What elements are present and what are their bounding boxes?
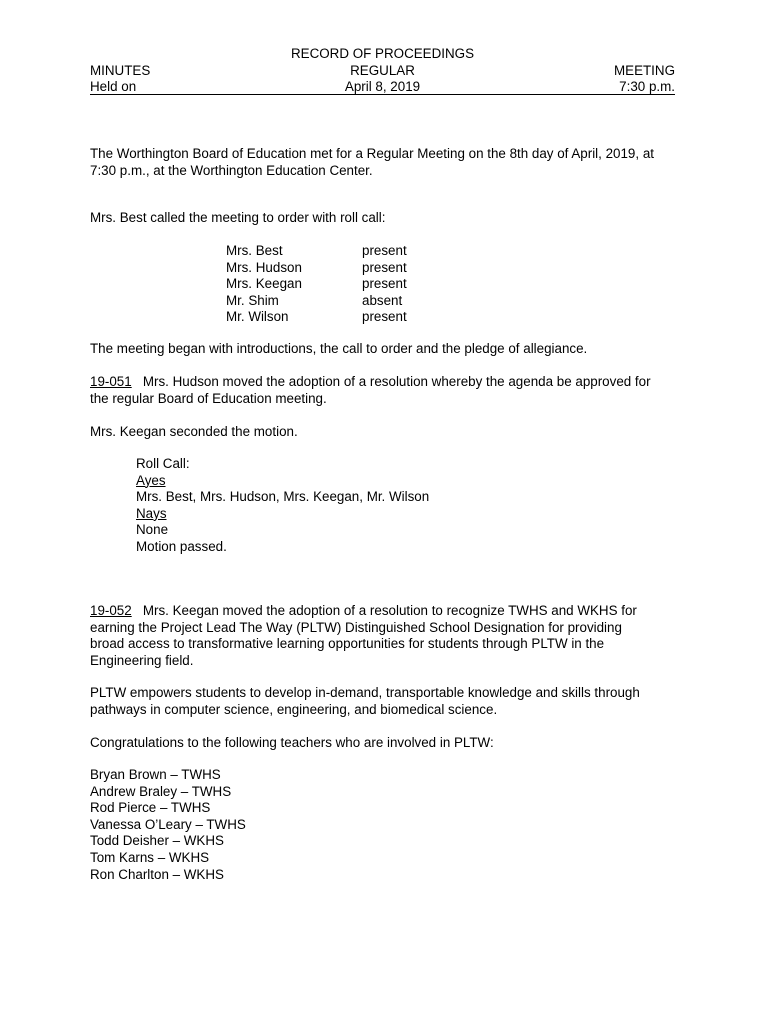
vote-ayes-label: Ayes [136,472,166,488]
resolution-19-051 [90,374,680,407]
vote-result: Motion passed. [136,538,227,554]
member-name: Mrs. Hudson [226,259,302,275]
resolution-051-vote [136,456,726,556]
header-left [90,63,150,96]
proceedings-header [90,46,675,96]
member-name: Mrs. Keegan [226,276,302,292]
congratulations-text: Congratulations to the following teachers who are involved in PLTW: [90,735,494,750]
opening-paragraph [90,341,680,358]
header-time: 7:30 p.m. [619,79,675,95]
list-item: Todd Deisher – WKHS [90,833,224,849]
list-item: Rod Pierce – TWHS [90,800,211,816]
list-item: Andrew Braley – TWHS [90,783,232,799]
intro-line-2: 7:30 p.m., at the Worthington Education Center. [90,162,373,178]
intro-line-1: The Worthington Board of Education met for a Regular Meeting on the 8th day of April, 2019, at [90,146,654,161]
resolution-051-line-2: the regular Board of Education meeting. [90,390,327,406]
opening-text: The meeting began with introductions, the call to order and the pledge of allegiance. [90,341,588,356]
roll-call-intro-text: Mrs. Best called the meeting to order with roll call: [90,210,386,225]
list-item: Vanessa O’Leary – TWHS [90,816,246,832]
teacher-list [90,767,680,883]
roll-call-list [226,243,407,326]
resolution-051-line-1 [90,374,680,391]
member-status: present [362,309,407,325]
header-center [90,46,675,96]
header-date: April 8, 2019 [344,79,421,95]
list-item: Bryan Brown – TWHS [90,767,221,782]
header-right [614,63,675,96]
header-title: RECORD OF PROCEEDINGS [290,46,475,61]
list-item: Tom Karns – WKHS [90,849,210,865]
roll-call-row [226,243,407,260]
pltw-paragraph [90,685,680,718]
congratulations-paragraph [90,735,680,752]
roll-call-row [226,260,407,277]
resolution-052-line-1 [90,603,680,620]
resolution-051-text: Mrs. Hudson moved the adoption of a resolution whereby the agenda be approved for [142,374,651,389]
pltw-line-2: pathways in computer science, engineering, and biomedical science. [90,701,498,717]
member-status: present [362,276,407,292]
header-meeting-type: REGULAR [350,62,415,78]
member-name: Mr. Shim [226,292,279,308]
resolution-051-second [90,424,680,441]
member-name: Mrs. Best [226,243,283,258]
roll-call-intro [90,210,680,227]
vote-nays-list: None [136,522,169,538]
second-text: Mrs. Keegan seconded the motion. [90,424,298,439]
roll-call-table [226,243,407,326]
resolution-number: 19-052 [90,603,132,618]
member-status: present [362,243,407,258]
resolution-052-line-2: earning the Project Lead The Way (PLTW) Distinguished School Designation for providing [90,619,622,635]
vote-roll-call-label: Roll Call: [136,456,190,471]
resolution-052-line-4: Engineering field. [90,652,194,668]
vote-nays-label: Nays [136,505,167,521]
list-item: Ron Charlton – WKHS [90,866,224,882]
resolution-052-line-3: broad access to transformative learning opportunities for students through PLTW in the [90,636,605,652]
resolution-19-052 [90,603,680,669]
header-minutes-label: MINUTES [90,62,151,78]
roll-call-row [226,293,407,310]
pltw-line-1: PLTW empowers students to develop in-demand, transportable knowledge and skills through [90,685,640,700]
vote-ayes-list: Mrs. Best, Mrs. Hudson, Mrs. Keegan, Mr. Wilson [136,489,430,505]
roll-call-row [226,276,407,293]
resolution-number: 19-051 [90,374,132,389]
header-held-on-label: Held on [90,79,137,95]
intro-paragraph [90,146,680,179]
member-status: present [362,259,407,275]
resolution-052-text: Mrs. Keegan moved the adoption of a resolution to recognize TWHS and WKHS for [142,603,637,618]
roll-call-row [226,309,407,326]
header-underline [90,94,675,95]
member-name: Mr. Wilson [226,309,289,325]
header-meeting-label: MEETING [613,62,675,78]
member-status: absent [362,292,403,308]
